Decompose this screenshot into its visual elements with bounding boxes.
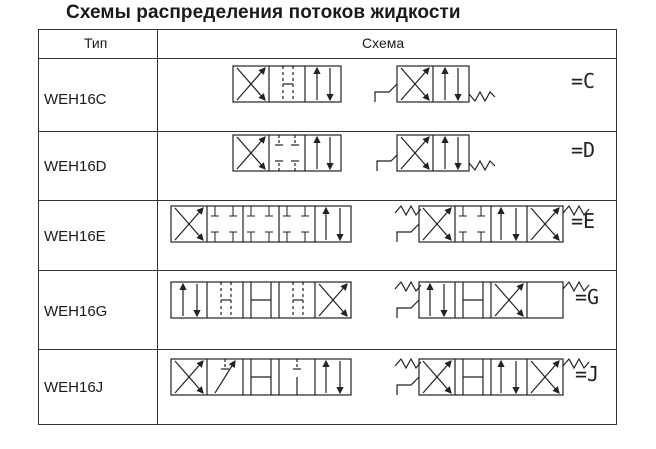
suffix-label: =C [571, 69, 596, 93]
valve-symbol-pilot-j [395, 359, 589, 395]
row-type-label: WEH16C [44, 91, 107, 108]
hydraulic-symbols [38, 29, 617, 425]
suffix-label: =J [575, 362, 600, 386]
row-type-label: WEH16E [44, 228, 106, 245]
row-type-label: WEH16D [44, 158, 107, 175]
header-scheme: Схема [362, 35, 405, 51]
suffix-label: =D [571, 138, 596, 162]
valve-symbol-pilot-e [395, 206, 589, 242]
header-type: Тип [84, 35, 108, 51]
valve-symbol-main-g [171, 282, 351, 318]
page-title: Схемы распределения потоков жидкости [66, 2, 461, 23]
row-type-label: WEH16J [44, 379, 104, 396]
suffix-label: =G [575, 285, 600, 309]
valve-symbol-pilot-d [377, 135, 495, 171]
valve-symbol-main-e [171, 206, 351, 242]
valve-symbol-pilot-g [395, 282, 589, 318]
valve-symbol-main-d [233, 135, 341, 171]
valve-symbol-main-j [171, 359, 351, 395]
suffix-label: =E [571, 209, 596, 233]
valve-symbol-pilot-c [375, 66, 495, 102]
valve-symbol-main-c [233, 66, 341, 102]
flow-schemes-table [38, 29, 617, 425]
row-type-label: WEH16G [44, 303, 108, 320]
